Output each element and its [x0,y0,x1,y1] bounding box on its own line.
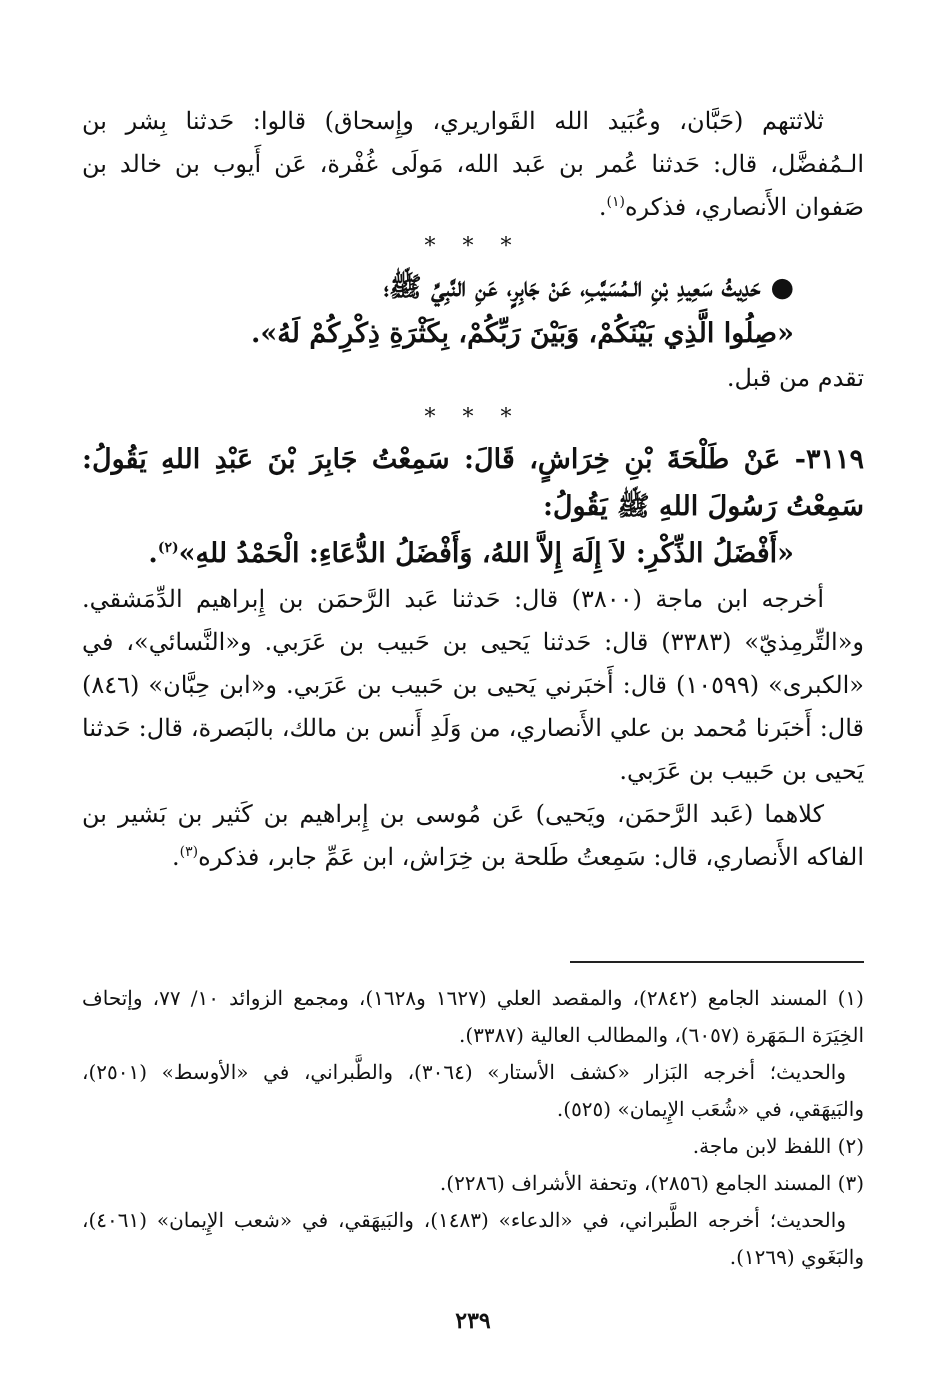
page-number: ٢٣٩ [455,1308,491,1334]
footnote-ref-1[interactable]: (١) [606,194,625,210]
isnad-text: ثلاثتهم (حَبَّان، وعُبَيد الله القَواريري، وإِسحاق) قالوا: حَدثنا بِشر بن الـمُفضَّل، قال: حَدثنا عُمر بن عَبد الله، مَولَى غُفْرة، عَن أَيوب بن خالد بن صَفوان الأَنصاري، فذكره [82,107,864,221]
isnad-paragraph: ثلاثتهم (حَبَّان، وعُبَيد الله القَواريري، وإِسحاق) قالوا: حَدثنا بِشر بن الـمُفضَّل، قال: حَدثنا عُمر بن عَبد الله، مَولَى غُفْرة، عَن أَيوب بن خالد بن صَفوان الأَنصاري، فذكره$^{(١)}$. [82,107,864,221]
footnote-1-continuation: والحديث؛ أخرجه البَزار «كشف الأستار» (٣٠٦٤)، والطَّبراني، في «الأوسط» (٢٥٠١)، والبَيهَقي، في «شُعَب الإِيمان» (٥٢٥). [82,1060,864,1121]
section-separator: * * * [424,405,522,430]
hadith-text: «صِلُوا الَّذِي بَيْنَكُمْ، وَبَيْنَ رَبِّكُمْ، بِكَثْرَةِ ذِكْرِكُمْ لَهُ». [250,318,794,349]
footnote-ref-3[interactable]: (٣) [179,844,199,860]
section-separator: * * * [424,234,522,259]
takhrij-paragraph: أخرجه ابن ماجة (٣٨٠٠) قال: حَدثنا عَبد الرَّحمَن بن إِبراهيم الدِّمَشقي. و«التِّرمِذيّ» (٣٣٨٣) قال: حَدثنا يَحيى بن حَبيب بن عَرَبي. و«النَّسائي»، في «الكبرى» (١٠٥٩٩) قال: أَخبَرني يَحيى بن حَبيب بن عَرَبي. و«ابن حِبَّان» (٨٤٦) قال: أَخبَرنا مُحمد بن علي الأَنصاري، من وَلَدِ أَنس بن مالك، بالبَصرة، قال: حَدثنا يَحيى بن حَبيب بن عَرَبي. [82,585,864,785]
kilahuma-text: كلاهما (عَبد الرَّحمَن، ويَحيى) عَن مُوسى بن إِبراهيم بن كَثير بن بَشير بن الفاكه الأَنصاري، قال: سَمِعتُ طَلحة بن خِرَاش، ابن عَمِّ جابر، فذكره [82,800,864,871]
hadith-3119-heading: ٣١١٩- عَنْ طَلْحَةَ بْنِ خِرَاشٍ، قَالَ: سَمِعْتُ جَابِرَ بْنَ عَبْدِ اللهِ يَقُولُ: سَمِعْتُ رَسُولَ اللهِ ﷺ يَقُولُ: [82,444,864,522]
bullet-icon: ● [770,272,794,303]
hadith-3119-quote-text: «أَفْضَلُ الذِّكْرِ: لاَ إِلَهَ إِلاَّ اللهُ، وَأَفْضَلُ الدُّعَاءِ: الْحَمْدُ للهِ» [178,538,794,569]
footnote-3: (٣) المسند الجامع (٢٨٥٦)، وتحفة الأشراف (٢٢٨٦). [439,1171,864,1195]
footnote-ref-2[interactable]: (٢) [157,540,179,556]
footnote-3-continuation: والحديث؛ أخرجه الطَّبراني، في «الدعاء» (١٤٨٣)، والبَيهَقي، في «شعب الإِيمان» (٤٠٦١)، والبَغَوي (١٢٦٩). [82,1208,864,1269]
kilahuma-paragraph: كلاهما (عَبد الرَّحمَن، ويَحيى) عَن مُوسى بن إِبراهيم بن كَثير بن بَشير بن الفاكه الأَنصاري، قال: سَمِعتُ طَلحة بن خِرَاش، ابن عَمِّ جابر، فذكره$^{(٣)}$. [82,800,864,871]
hadith-note: تقدم من قبل. [726,364,864,392]
footnote-2: (٢) اللفظ لابن ماجة. [692,1134,864,1158]
hadith-3119-quote: «أَفْضَلُ الذِّكْرِ: لاَ إِلَهَ إِلاَّ اللهُ، وَأَفْضَلُ الدُّعَاءِ: الْحَمْدُ للهِ»$^{(٢)}$. [148,538,794,569]
footnote-1: (١) المسند الجامع (٢٨٤٢)، والمقصد العلي (١٦٢٧ و١٦٢٨)، ومجمع الزوائد ١٠/ ٧٧، وإتحاف الخِيَرَة الـمَهَرة (٦٠٥٧)، والمطالب العالية (٣٣٨٧). [82,986,864,1047]
footnotes [82,980,864,1276]
main-text [82,100,864,879]
hadith-heading [82,265,864,311]
footnote-divider [570,961,864,963]
hadith-heading-text: حَدِيثُ سَعِيدِ بْنِ الـمُسَيَّبِ، عَنْ جَابِرٍ، عَنِ النَّبِيِّ ﷺ؛ [383,272,761,303]
